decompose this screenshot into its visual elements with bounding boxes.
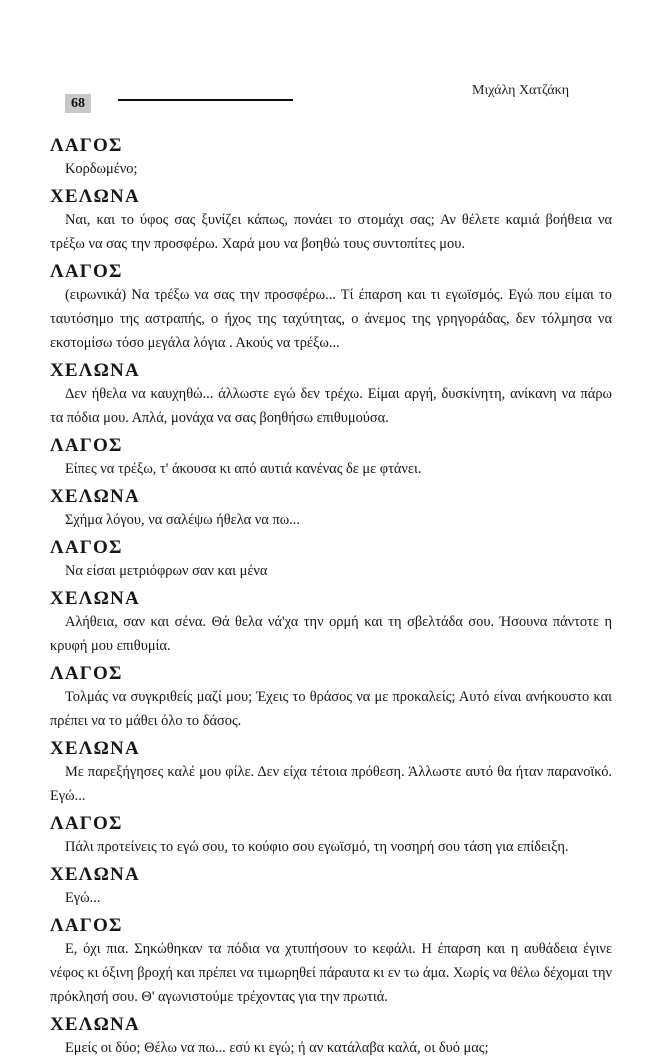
speaker-name: ΛΑΓΟΣ: [50, 813, 123, 834]
dialogue-entry: [50, 486, 612, 532]
dialogue-entry: [50, 135, 612, 181]
speech-text: Εμείς οι δύο; Θέλω να πω... εσύ κι εγώ; ή αν κατάλαβα καλά, οι δυό μας;: [65, 1040, 489, 1056]
speech-text: Τολμάς να συγκριθείς μαζί μου; Έχεις το θράσος να με προκαλείς; Αυτό είναι ανήκουστο και πρέπει να το μάθει όλο το δάσος.: [50, 689, 612, 729]
speaker-name: ΧΕΛΩΝΑ: [50, 864, 140, 885]
dialogue-entry: [50, 864, 612, 910]
dialogue-entry: [50, 261, 612, 355]
speech-text: Δεν ήθελα να καυχηθώ... άλλωστε εγώ δεν τρέχω. Είμαι αργή, δυσκίνητη, ανίκανη να πάρω τα πόδια μου. Απλά, μονάχα να σας βοηθήσω επιθυμούσα.: [50, 386, 612, 426]
speaker-name: ΧΕΛΩΝΑ: [50, 1014, 140, 1035]
speech-text: Να είσαι μετριόφρων σαν και μένα: [65, 563, 268, 579]
speech-text: Κορδωμένο;: [65, 161, 138, 177]
speaker-name: ΛΑΓΟΣ: [50, 435, 123, 456]
dialogue-entry: [50, 186, 612, 256]
dialogue-entry: [50, 588, 612, 658]
speech-text: Πάλι προτείνεις το εγώ σου, το κούφιο σου εγωϊσμό, τη νοσηρή σου τάση για επίδειξη.: [65, 839, 569, 855]
speaker-name: ΛΑΓΟΣ: [50, 261, 123, 282]
dialogue-entry: [50, 1014, 612, 1060]
speaker-name: ΧΕΛΩΝΑ: [50, 738, 140, 759]
speaker-name: ΧΕΛΩΝΑ: [50, 486, 140, 507]
speech-text: Με παρεξήγησες καλέ μου φίλε. Δεν είχα τέτοια πρόθεση. Άλλωστε αυτό θα ήταν παρανοϊκό. Εγώ...: [50, 764, 612, 804]
dialogue-entry: [50, 915, 612, 1009]
speech-text: Σχήμα λόγου, να σαλέψω ήθελα να πω...: [65, 512, 300, 528]
dialogue: [50, 130, 612, 1060]
speaker-name: ΧΕΛΩΝΑ: [50, 186, 140, 207]
page-number: 68: [65, 94, 91, 113]
speech-text: Είπες να τρέξω, τ' άκουσα κι από αυτιά κανένας δε με φτάνει.: [65, 461, 422, 477]
speech-text: Εγώ...: [65, 890, 101, 906]
speech-text: Αλήθεια, σαν και σένα. Θά θελα νά'χα την ορμή και τη σβελτάδα σου. Ήσουνα πάντοτε η κρυφή μου επιθυμία.: [50, 614, 612, 654]
dialogue-entry: [50, 360, 612, 430]
speech-text: Ε, όχι πια. Σηκώθηκαν τα πόδια να χτυπήσουν το κεφάλι. Η έπαρση και η αυθάδεια έγινε νέφος κι όξινη βροχή και πρέπει να τιμωρηθεί πάραυτα κι εν τω άμα. Χωρίς να θέλω δέχομαι την πρόκλησή σου. Θ' αγωνιστούμε τρέχοντας για την πρωτιά.: [50, 941, 612, 1005]
header-rule: [118, 99, 293, 101]
speech-text: (ειρωνικά) Να τρέξω να σας την προσφέρω... Τί έπαρση και τι εγωϊσμός. Εγώ που είμαι το ταυτόσημο της αστραπής, ο ήχος της ταχύτητας, ο άνεμος της γρηγοράδας, δεν τόλμησα να εκστομίσω τόσο μεγάλα λόγια . Ακούς να τρέξω...: [50, 287, 612, 351]
dialogue-entry: [50, 537, 612, 583]
speaker-name: ΛΑΓΟΣ: [50, 135, 123, 156]
dialogue-entry: [50, 663, 612, 733]
speech-text: Ναι, και το ύφος σας ξυνίζει κάπως, πονάει το στομάχι σας; Αν θέλετε καμιά βοήθεια να τρέξω να σας την προσφέρω. Χαρά μου να βοηθώ τους συντοπίτες μου.: [50, 212, 612, 252]
dialogue-entry: [50, 738, 612, 808]
speaker-name: ΧΕΛΩΝΑ: [50, 360, 140, 381]
running-head: Μιχάλη Χατζάκη: [472, 83, 570, 98]
speaker-name: ΧΕΛΩΝΑ: [50, 588, 140, 609]
speaker-name: ΛΑΓΟΣ: [50, 915, 123, 936]
dialogue-entry: [50, 435, 612, 481]
speaker-name: ΛΑΓΟΣ: [50, 537, 123, 558]
dialogue-entry: [50, 813, 612, 859]
speaker-name: ΛΑΓΟΣ: [50, 663, 123, 684]
